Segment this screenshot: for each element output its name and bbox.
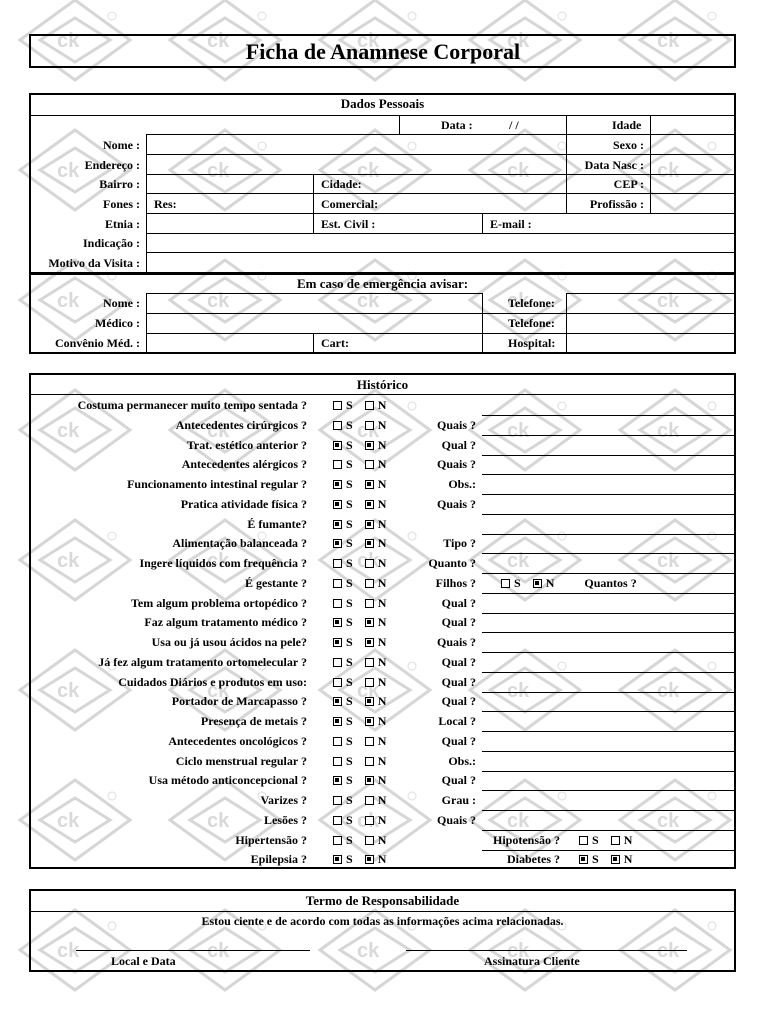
checkbox-icon[interactable] [365,638,374,647]
option-n-label: N [377,536,387,550]
data-value: / / [509,118,519,132]
checkbox-icon[interactable] [365,717,374,726]
option-n-label: N [377,596,387,610]
option-s-label: S [346,615,353,629]
idade-label: Idade [612,118,642,132]
termo-text: Estou ciente e de acordo com todas as informações acima relacionadas. [201,914,564,928]
emerg-medico-label: Médico : [95,316,140,330]
checkbox-icon[interactable] [333,401,342,410]
historico-question: Funcionamento intestinal regular ? [127,477,307,491]
historico-answer-line[interactable] [482,474,735,475]
option-s-label: S [346,576,353,590]
checkbox-icon[interactable] [365,796,374,805]
motivo-label: Motivo da Visita : [48,256,140,270]
historico-answer-line[interactable] [482,573,735,574]
option-s-label: S [346,773,353,787]
checkbox-icon[interactable] [333,796,342,805]
historico-sn-options[interactable] [333,517,386,531]
option-n-label: N [377,734,387,748]
checkbox-icon[interactable] [333,717,342,726]
historico-sn-options[interactable] [333,714,386,728]
sexo-label: Sexo : [613,138,644,152]
historico-sn-options[interactable] [333,773,386,787]
historico-answer-line[interactable] [482,514,735,515]
etnia-label: Etnia : [104,217,140,231]
checkbox-icon[interactable] [579,855,588,864]
checkbox-icon[interactable] [333,638,342,647]
option-n-label: N [377,793,387,807]
checkbox-icon[interactable] [333,757,342,766]
checkbox-icon[interactable] [333,441,342,450]
option-s-label: S [346,852,353,866]
checkbox-icon[interactable] [333,559,342,568]
option-s-label: S [592,833,599,847]
historico-question: Cuidados Diários e produtos em uso: [118,675,307,689]
checkbox-icon[interactable] [365,678,374,687]
historico-followup-label: Filhos ? [435,576,476,590]
checkbox-icon[interactable] [333,460,342,469]
option-s-label: S [346,596,353,610]
historico-heading: Histórico [356,377,409,392]
historico-question: Lesões ? [264,813,307,827]
option-n-label: N [377,418,387,432]
option-s-label: S [346,477,353,491]
historico-answer-line[interactable] [482,731,735,732]
checkbox-icon[interactable] [365,658,374,667]
historico-question: É fumante? [247,517,307,531]
checkbox-icon[interactable] [333,618,342,627]
historico-answer-line[interactable] [482,613,735,614]
checkbox-icon[interactable] [365,520,374,529]
checkbox-icon[interactable] [365,836,374,845]
endereco-label: Endereço : [84,158,140,172]
historico-sn-options[interactable] [333,438,386,452]
option-n-label: N [377,497,387,511]
option-s-label: S [346,694,353,708]
checkbox-icon[interactable] [365,559,374,568]
option-n-label: N [377,517,387,531]
checkbox-icon[interactable] [611,855,620,864]
historico-followup-label: Quais ? [436,418,476,432]
emerg-nome-label: Nome : [103,296,140,310]
historico-followup-label: Qual ? [441,615,476,629]
checkbox-icon[interactable] [333,658,342,667]
nome-label: Nome : [103,138,140,152]
option-n-label: N [377,438,387,452]
historico-followup-label: Qual ? [441,596,476,610]
option-n-label: N [377,576,387,590]
historico-question: Pratica atividade física ? [180,497,307,511]
historico-sn-options[interactable] [333,576,386,590]
checkbox-icon[interactable] [333,599,342,608]
dados-pessoais-heading: Dados Pessoais [340,96,425,111]
checkbox-icon[interactable] [365,441,374,450]
historico-answer-line[interactable] [482,455,735,456]
historico-answer-line[interactable] [482,652,735,653]
option-s-label: S [346,438,353,452]
historico-question: Alimentação balanceada ? [172,536,307,550]
historico-question: Ingere líquidos com frequência ? [139,556,307,570]
checkbox-icon[interactable] [365,599,374,608]
option-n-label: N [623,833,633,847]
diabetes-sn-options[interactable] [579,852,632,866]
option-n-label: N [377,655,387,669]
checkbox-icon[interactable] [365,816,374,825]
historico-answer-line[interactable] [482,435,735,436]
historico-sn-options[interactable] [333,398,386,412]
assinatura-label: Assinatura Cliente [484,954,580,968]
checkbox-icon[interactable] [333,855,342,864]
assinatura-line[interactable] [406,950,687,951]
diabetes-label: Diabetes ? [507,852,560,866]
checkbox-icon[interactable] [333,500,342,509]
option-n-label: N [623,852,633,866]
historico-answer-line [482,850,735,851]
historico-sn-options[interactable] [333,615,386,629]
historico-answer-line[interactable] [482,711,735,712]
cep-label: CEP : [613,177,644,191]
option-s-label: S [346,793,353,807]
historico-answer-line[interactable] [482,771,735,772]
historico-sn-options[interactable] [333,556,386,570]
checkbox-icon[interactable] [333,776,342,785]
option-s-label: S [346,418,353,432]
historico-question: Portador de Marcapasso ? [171,694,307,708]
option-n-label: N [377,714,387,728]
comercial-label: Comercial: [321,197,379,211]
historico-sn-options[interactable] [333,813,386,827]
option-s-label: S [346,536,353,550]
emergencia-heading: Em caso de emergência avisar: [296,276,469,291]
option-n-label: N [377,754,387,768]
historico-followup-label: Qual ? [441,655,476,669]
historico-followup-label: Tipo ? [443,536,476,550]
historico-followup-label: Obs.: [448,477,476,491]
historico-followup-label: Quais ? [436,813,476,827]
data-nasc-label: Data Nasc : [584,158,644,172]
historico-sn-options[interactable] [333,754,386,768]
option-n-label: N [377,773,387,787]
historico-sn-options[interactable] [333,497,386,511]
bairro-field[interactable] [147,175,313,193]
historico-sn-options[interactable] [333,477,386,491]
historico-followup-label: Quais ? [436,497,476,511]
checkbox-icon[interactable] [333,520,342,529]
nome-field[interactable] [147,135,566,153]
checkbox-icon[interactable] [365,539,374,548]
checkbox-icon[interactable] [365,855,374,864]
option-s-label: S [346,734,353,748]
historico-answer-line[interactable] [482,830,735,831]
checkbox-icon[interactable] [333,678,342,687]
checkbox-icon[interactable] [365,480,374,489]
checkbox-icon[interactable] [333,737,342,746]
checkbox-icon[interactable] [333,539,342,548]
filhos-sn-options[interactable] [501,576,637,590]
historico-question: Ciclo menstrual regular ? [175,754,307,768]
historico-question: Tem algum problema ortopédico ? [131,596,307,610]
emerg-cart-label: Cart: [321,336,349,350]
option-s-label: S [346,675,353,689]
historico-answer-line[interactable] [482,810,735,811]
emerg-telefone2-label: Telefone: [508,316,555,330]
historico-sn-options[interactable] [333,833,386,847]
checkbox-icon[interactable] [533,579,542,588]
cidade-field[interactable] [370,175,566,193]
option-s-label: S [346,813,353,827]
option-n-label: N [377,675,387,689]
quantos-label: Quantos ? [584,576,637,590]
checkbox-icon[interactable] [365,618,374,627]
historico-question: Já fez algum tratamento ortomelecular ? [98,655,307,669]
option-n-label: N [377,813,387,827]
historico-followup-label: Qual ? [441,773,476,787]
option-n-label: N [377,477,387,491]
checkbox-icon[interactable] [365,421,374,430]
historico-answer-line[interactable] [482,751,735,752]
option-n-label: N [377,833,387,847]
bairro-label: Bairro : [99,177,140,191]
historico-sn-options[interactable] [333,457,386,471]
historico-sn-options[interactable] [333,852,386,866]
historico-followup-label: Qual ? [441,675,476,689]
checkbox-icon[interactable] [333,836,342,845]
historico-question: Antecedentes cirúrgicos ? [175,418,307,432]
checkbox-icon[interactable] [365,401,374,410]
checkbox-icon[interactable] [365,697,374,706]
option-n-label: N [377,852,387,866]
historico-answer-line[interactable] [482,494,735,495]
historico-question: Trat. estético anterior ? [186,438,307,452]
option-n-label: N [377,694,387,708]
local-data-label: Local e Data [111,954,176,968]
historico-question: Usa método anticoncepcional ? [148,773,307,787]
historico-question: Costuma permanecer muito tempo sentada ? [77,398,307,412]
emerg-hospital-label: Hospital: [508,336,556,350]
historico-question: Hipertensão ? [235,833,307,847]
checkbox-icon[interactable] [365,460,374,469]
option-n-label: N [377,635,387,649]
historico-question: Varizes ? [260,793,307,807]
historico-sn-options[interactable] [333,694,386,708]
checkbox-icon[interactable] [365,757,374,766]
indicacao-label: Indicação : [83,236,140,250]
historico-answer-line[interactable] [482,553,735,554]
checkbox-icon[interactable] [333,816,342,825]
historico-question: Usa ou já usou ácidos na pele? [151,635,307,649]
historico-question: Antecedentes alérgicos ? [181,457,307,471]
motivo-field[interactable] [147,253,735,272]
checkbox-icon[interactable] [579,836,588,845]
email-label: E-mail : [490,217,532,231]
historico-answer-line[interactable] [482,534,735,535]
checkbox-icon[interactable] [333,480,342,489]
option-s-label: S [346,517,353,531]
option-n-label: N [377,556,387,570]
checkbox-icon[interactable] [365,776,374,785]
historico-followup-label: Quais ? [436,457,476,471]
checkbox-icon[interactable] [365,579,374,588]
option-s-label: S [592,852,599,866]
option-s-label: S [346,497,353,511]
option-s-label: S [346,635,353,649]
checkbox-icon[interactable] [365,737,374,746]
option-n-label: N [377,615,387,629]
fones-label: Fones : [103,197,140,211]
historico-followup-label: Quais ? [436,635,476,649]
checkbox-icon[interactable] [333,421,342,430]
historico-sn-options[interactable] [333,418,386,432]
historico-question: Epilepsia ? [250,852,307,866]
option-s-label: S [346,833,353,847]
historico-sn-options[interactable] [333,536,386,550]
option-s-label: S [346,556,353,570]
hipotensao-label: Hipotensão ? [492,833,560,847]
hipotensao-sn-options[interactable] [579,833,632,847]
emerg-convenio-label: Convênio Méd. : [55,336,140,350]
page-title: Ficha de Anamnese Corporal [245,39,521,64]
historico-followup-label: Qual ? [441,694,476,708]
historico-answer-line[interactable] [482,593,735,594]
est-civil-label: Est. Civil : [321,217,376,231]
checkbox-icon[interactable] [501,579,510,588]
option-s-label: S [346,714,353,728]
option-s-label: S [514,576,521,590]
profissao-label: Profissão : [589,197,644,211]
emerg-telefone1-label: Telefone: [508,296,555,310]
termo-heading: Termo de Responsabilidade [305,893,460,908]
historico-sn-options[interactable] [333,596,386,610]
checkbox-icon[interactable] [333,579,342,588]
checkbox-icon[interactable] [333,697,342,706]
historico-answer-line[interactable] [482,415,735,416]
option-n-label: N [377,457,387,471]
historico-followup-label: Obs.: [448,754,476,768]
option-n-label: N [377,398,387,412]
data-label: Data : [441,118,473,132]
historico-answer-line[interactable] [482,632,735,633]
historico-sn-options[interactable] [333,793,386,807]
historico-sn-options[interactable] [333,734,386,748]
local-data-line[interactable] [76,950,310,951]
historico-answer-line[interactable] [482,692,735,693]
indicacao-field[interactable] [147,234,735,252]
option-s-label: S [346,457,353,471]
historico-sn-options[interactable] [333,675,386,689]
option-s-label: S [346,655,353,669]
option-n-label: N [545,576,555,590]
res-label: Res: [154,197,177,211]
historico-question: É gestante ? [245,576,307,590]
historico-followup-label: Grau : [441,793,476,807]
historico-question: Antecedentes oncológicos ? [168,734,307,748]
checkbox-icon[interactable] [611,836,620,845]
historico-question: Faz algum tratamento médico ? [144,615,307,629]
historico-followup-label: Qual ? [441,438,476,452]
checkbox-icon[interactable] [365,500,374,509]
option-s-label: S [346,754,353,768]
historico-followup-label: Local ? [438,714,476,728]
historico-sn-options[interactable] [333,635,386,649]
historico-answer-line[interactable] [482,790,735,791]
cidade-label: Cidade: [321,177,362,191]
historico-followup-label: Quanto ? [428,556,476,570]
endereco-field[interactable] [147,155,566,173]
historico-followup-label: Qual ? [441,734,476,748]
historico-answer-line[interactable] [482,672,735,673]
historico-question: Presença de metais ? [200,714,307,728]
option-s-label: S [346,398,353,412]
historico-sn-options[interactable] [333,655,386,669]
